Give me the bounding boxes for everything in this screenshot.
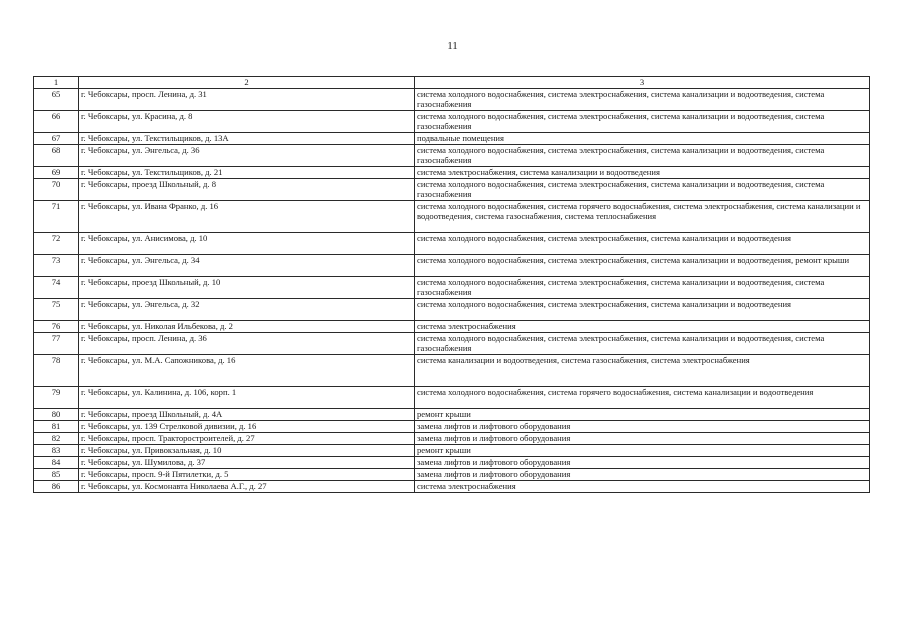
table-row: [34, 167, 870, 179]
row-address: г. Чебоксары, ул. Текстильщиков, д. 13А: [79, 133, 415, 145]
row-systems: система холодного водоснабжения, система электроснабжения, система канализации и водоотведения, система газоснабжения: [415, 179, 870, 201]
table-row: [34, 433, 870, 445]
row-number: 70: [34, 179, 79, 201]
row-systems: ремонт крыши: [415, 409, 870, 421]
row-systems: система холодного водоснабжения, система горячего водоснабжения, система канализации и водоотведения: [415, 387, 870, 409]
row-systems: замена лифтов и лифтового оборудования: [415, 469, 870, 481]
page-number: 11: [447, 40, 458, 52]
row-address: г. Чебоксары, проезд Школьный, д. 8: [79, 179, 415, 201]
row-number: 83: [34, 445, 79, 457]
row-address: г. Чебоксары, ул. Шумилова, д. 37: [79, 457, 415, 469]
row-number: 80: [34, 409, 79, 421]
row-systems: подвальные помещения: [415, 133, 870, 145]
table-row: [34, 321, 870, 333]
row-systems: система холодного водоснабжения, система электроснабжения, система канализации и водоотведения, система газоснабжения: [415, 111, 870, 133]
row-address: г. Чебоксары, проезд Школьный, д. 4А: [79, 409, 415, 421]
row-address: г. Чебоксары, ул. Калинина, д. 106, корп. 1: [79, 387, 415, 409]
row-address: г. Чебоксары, ул. Красина, д. 8: [79, 111, 415, 133]
row-systems: система холодного водоснабжения, система электроснабжения, система канализации и водоотведения, система газоснабжения: [415, 333, 870, 355]
row-address: г. Чебоксары, проезд Школьный, д. 10: [79, 277, 415, 299]
row-number: 78: [34, 355, 79, 387]
header-col-2: 2: [79, 77, 415, 89]
row-number: 85: [34, 469, 79, 481]
table-row: [34, 355, 870, 387]
row-systems: система канализации и водоотведения, система газоснабжения, система электроснабжения: [415, 355, 870, 387]
table-row: [34, 111, 870, 133]
row-number: 84: [34, 457, 79, 469]
row-address: г. Чебоксары, просп. Ленина, д. 36: [79, 333, 415, 355]
table-header-row: [34, 77, 870, 89]
table-row: [34, 445, 870, 457]
row-number: 68: [34, 145, 79, 167]
row-address: г. Чебоксары, ул. Энгельса, д. 36: [79, 145, 415, 167]
table-row: [34, 255, 870, 277]
row-address: г. Чебоксары, ул. Космонавта Николаева А.Г., д. 27: [79, 481, 415, 493]
row-systems: система холодного водоснабжения, система горячего водоснабжения, система электроснабжения, система канализации и водоотведения, система газоснабжения, система теплоснабжения: [415, 201, 870, 233]
table-row: [34, 457, 870, 469]
header-col-3: 3: [415, 77, 870, 89]
table-row: [34, 145, 870, 167]
row-number: 81: [34, 421, 79, 433]
row-address: г. Чебоксары, ул. Ивана Франко, д. 16: [79, 201, 415, 233]
row-number: 65: [34, 89, 79, 111]
row-systems: система электроснабжения, система канализации и водоотведения: [415, 167, 870, 179]
row-address: г. Чебоксары, ул. Николая Ильбекова, д. 2: [79, 321, 415, 333]
row-number: 74: [34, 277, 79, 299]
row-number: 69: [34, 167, 79, 179]
row-number: 79: [34, 387, 79, 409]
row-number: 76: [34, 321, 79, 333]
table-row: [34, 133, 870, 145]
row-systems: замена лифтов и лифтового оборудования: [415, 433, 870, 445]
table-row: [34, 387, 870, 409]
row-address: г. Чебоксары, ул. Привокзальная, д. 10: [79, 445, 415, 457]
row-address: г. Чебоксары, ул. 139 Стрелковой дивизии, д. 16: [79, 421, 415, 433]
table-body: [34, 77, 870, 493]
row-number: 77: [34, 333, 79, 355]
table-row: [34, 409, 870, 421]
row-address: г. Чебоксары, ул. Энгельса, д. 32: [79, 299, 415, 321]
table-row: [34, 179, 870, 201]
row-number: 75: [34, 299, 79, 321]
row-number: 72: [34, 233, 79, 255]
row-number: 73: [34, 255, 79, 277]
table-row: [34, 299, 870, 321]
row-systems: замена лифтов и лифтового оборудования: [415, 457, 870, 469]
row-systems: система холодного водоснабжения, система электроснабжения, система канализации и водоотведения: [415, 233, 870, 255]
row-address: г. Чебоксары, ул. Текстильщиков, д. 21: [79, 167, 415, 179]
row-number: 66: [34, 111, 79, 133]
systems-table: [33, 76, 870, 493]
row-systems: система холодного водоснабжения, система электроснабжения, система канализации и водоотведения, система газоснабжения: [415, 145, 870, 167]
row-systems: система холодного водоснабжения, система электроснабжения, система канализации и водоотведения: [415, 299, 870, 321]
table-row: [34, 421, 870, 433]
table-row: [34, 233, 870, 255]
row-systems: система электроснабжения: [415, 321, 870, 333]
table-row: [34, 277, 870, 299]
row-systems: система электроснабжения: [415, 481, 870, 493]
table-row: [34, 333, 870, 355]
row-systems: система холодного водоснабжения, система электроснабжения, система канализации и водоотведения, система газоснабжения: [415, 277, 870, 299]
row-address: г. Чебоксары, просп. Ленина, д. 31: [79, 89, 415, 111]
row-systems: замена лифтов и лифтового оборудования: [415, 421, 870, 433]
row-address: г. Чебоксары, просп. Тракторостроителей, д. 27: [79, 433, 415, 445]
row-number: 71: [34, 201, 79, 233]
row-address: г. Чебоксары, ул. Анисимова, д. 10: [79, 233, 415, 255]
row-number: 86: [34, 481, 79, 493]
table-row: [34, 481, 870, 493]
row-systems: система холодного водоснабжения, система электроснабжения, система канализации и водоотведения, ремонт крыши: [415, 255, 870, 277]
row-systems: ремонт крыши: [415, 445, 870, 457]
row-address: г. Чебоксары, просп. 9-й Пятилетки, д. 5: [79, 469, 415, 481]
row-address: г. Чебоксары, ул. М.А. Сапожникова, д. 16: [79, 355, 415, 387]
row-systems: система холодного водоснабжения, система электроснабжения, система канализации и водоотведения, система газоснабжения: [415, 89, 870, 111]
row-number: 82: [34, 433, 79, 445]
table-row: [34, 89, 870, 111]
header-col-1: 1: [34, 77, 79, 89]
table-row: [34, 201, 870, 233]
row-address: г. Чебоксары, ул. Энгельса, д. 34: [79, 255, 415, 277]
table-row: [34, 469, 870, 481]
row-number: 67: [34, 133, 79, 145]
